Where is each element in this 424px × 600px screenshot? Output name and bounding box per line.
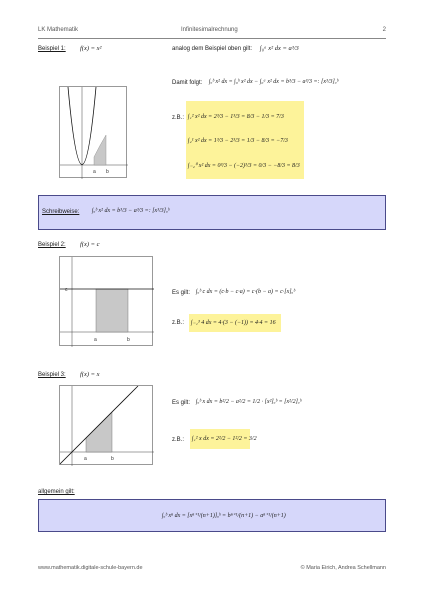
example2-formula: ∫ₐᵇ c dx = (c·b − c·a) = c·(b − a) = c·[x]ₐᵇ (196, 289, 295, 295)
example3-es-gilt: Es gilt: (172, 400, 191, 406)
area-trapezoid (86, 412, 112, 452)
example1-zb-row-3: ∫₋₂⁰ x² dx = 0³/3 − (−2)³/3 = 0/3 − −8/3 = 8/3 (188, 163, 300, 169)
graph-label-a: a (94, 337, 97, 343)
example2-zb-label: z.B.: (172, 320, 185, 326)
area-rectangle (96, 289, 128, 332)
example2-es-gilt: Es gilt: (172, 290, 191, 296)
header-course: LK Mathematik (38, 27, 79, 33)
example1-damit-formula: ∫ₐᵇ x² dx = ∫₀ᵇ x² dx − ∫₀ᵃ x² dx = b³/3 − a³/3 =: [x³/3]ₐᵇ (209, 79, 339, 85)
example3-zb: ∫₁² x dx = 2²/2 − 1²/2 = 3/2 (192, 436, 257, 442)
identity-line (60, 386, 138, 464)
example2-function: f(x) = c (80, 241, 100, 248)
parabola-svg (60, 87, 128, 179)
example1-function: f(x) = x² (80, 45, 102, 52)
example1-damit-text: Damit folgt: (172, 80, 203, 86)
footer-url: www.mathematik.digitale-schule-bayern.de (38, 565, 143, 571)
constant-graph (59, 256, 153, 346)
example1-analog-text: analog dem Beispiel oben gilt: (172, 46, 253, 52)
notation-box (38, 195, 386, 230)
graph-label-b: b (127, 337, 130, 343)
graph-label-c: c (65, 287, 68, 293)
graph-label-b: b (106, 169, 109, 175)
example1-label: Beispiel 1: (38, 46, 66, 52)
notation-label: Schreibweise: (42, 209, 80, 215)
notation-formula: ∫ₐᵇ x² dx = b³/3 − a³/3 =: [x³/3]ₐᵇ (92, 208, 170, 214)
example2-zb: ∫₋₁³ 4 dx = 4·(3 − (−1)) = 4·4 = 16 (191, 320, 276, 326)
graph-label-a: a (93, 169, 96, 175)
example1-analog-formula: ∫₀ᵃ x² dx = a³/3 (260, 45, 299, 52)
example1-zb-label: z.B.: (172, 115, 185, 121)
example3-formula: ∫ₐᵇ x dx = b²/2 − a²/2 = 1/2 · [x²]ₐᵇ = [x²/2]ₐᵇ (196, 399, 302, 405)
constant-svg (60, 257, 154, 347)
example3-zb-label: z.B.: (172, 437, 185, 443)
parabola-graph (59, 86, 127, 178)
linear-svg (60, 386, 154, 466)
area-under-curve (94, 135, 106, 165)
graph-label-b: b (111, 456, 114, 462)
example1-zb-row-1: ∫₁² x² dx = 2³/3 − 1³/3 = 8/3 − 1/3 = 7/3 (188, 114, 284, 120)
linear-graph (59, 385, 153, 465)
example3-label: Beispiel 3: (38, 372, 66, 378)
graph-label-a: a (84, 456, 87, 462)
example3-function: f(x) = x (80, 371, 100, 378)
general-formula: ∫ₐᵇ xⁿ dx = [xⁿ⁺¹/(n+1)]ₐᵇ = bⁿ⁺¹/(n+1) − aⁿ⁺¹/(n+1) (162, 513, 286, 519)
example2-label: Beispiel 2: (38, 242, 66, 248)
footer-copyright: © Maria Eirich, Andrea Schellmann (300, 565, 386, 571)
page-header (38, 27, 386, 39)
header-page-number: 2 (382, 27, 386, 33)
example1-zb-row-2: ∫₂¹ x² dx = 1³/3 − 2³/3 = 1/3 − 8/3 = −7/3 (188, 138, 288, 144)
header-topic: Infinitesimalrechnung (181, 27, 238, 33)
general-label: allgemein gilt: (38, 489, 75, 495)
